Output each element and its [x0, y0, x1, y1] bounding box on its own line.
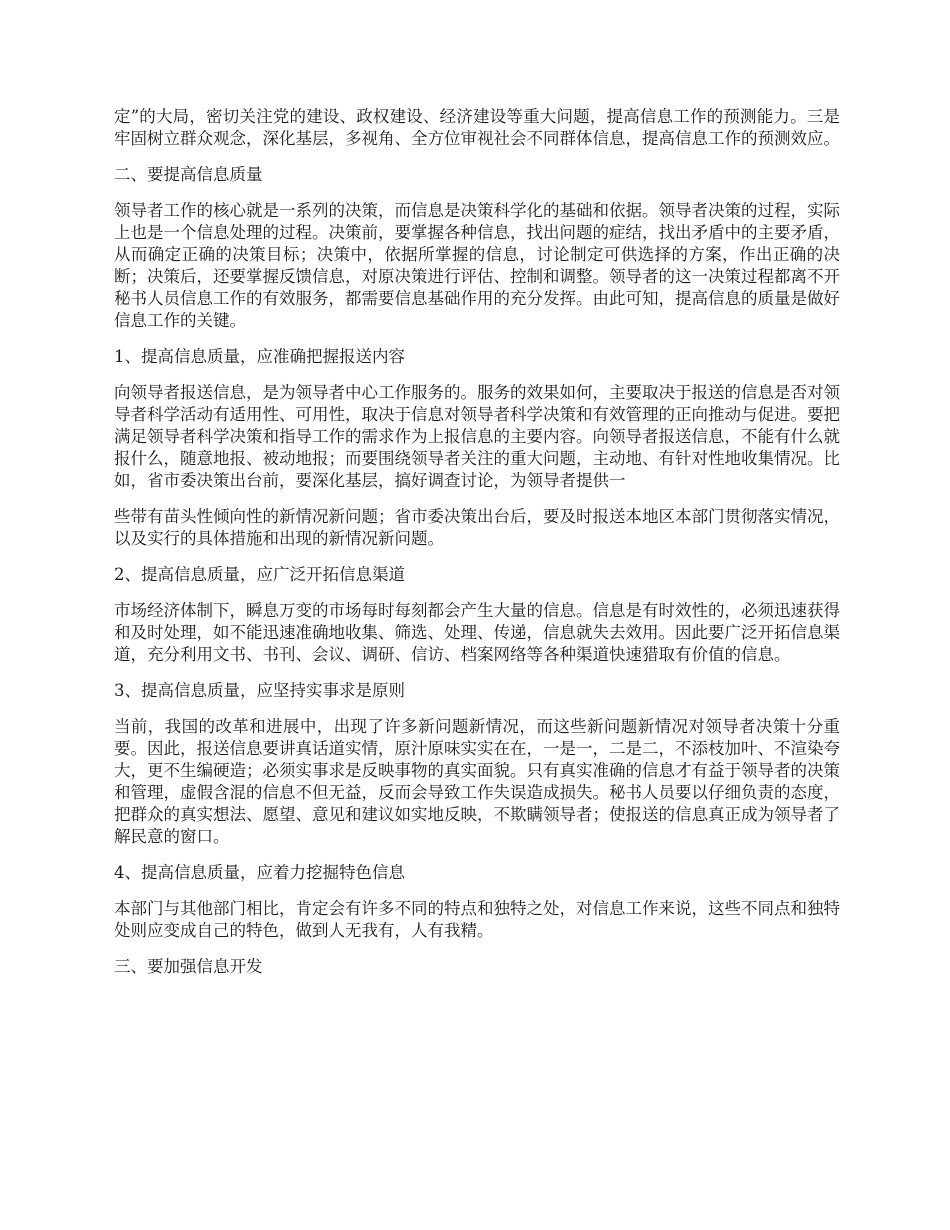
heading-item-1: 1、提高信息质量，应准确把握报送内容 — [114, 347, 405, 366]
heading-section-3: 三、要加强信息开发 — [114, 957, 263, 976]
paragraph-report-continuation: 些带有苗头性倾向性的新情况新问题；省市委决策出台后，要及时报送本地区本部门贯彻落实情况，以及实行的具体措施和出现的新情况新问题。 — [114, 507, 840, 548]
heading-item-4: 4、提高信息质量，应着力挖掘特色信息 — [114, 863, 405, 882]
heading-item-3: 3、提高信息质量，应坚持实事求是原则 — [114, 681, 405, 700]
paragraph-info-channels: 市场经济体制下，瞬息万变的市场每时每刻都会产生大量的信息。信息是有时效性的，必须迅速获得和及时处理，如不能迅速准确地收集、筛选、处理、传递，信息就失去效用。因此要广泛开拓信息渠道，充分利用文书、书刊、会议、调研、信访、档案网络等各种渠道快速猎取有价值的信息。 — [114, 601, 840, 664]
document-page — [114, 106, 840, 992]
paragraph-featured-info: 本部门与其他部门相比，肯定会有许多不同的特点和独特之处，对信息工作来说，这些不同点和独特处则应变成自己的特色，做到人无我有，人有我精。 — [114, 899, 840, 940]
paragraph-prediction-ability: 定”的大局，密切关注党的建设、政权建设、经济建设等重大问题，提高信息工作的预测能力。三是牢固树立群众观念，深化基层，多视角、全方位审视社会不同群体信息，提高信息工作的预测效应。 — [114, 107, 840, 148]
paragraph-decision-core: 领导者工作的核心就是一系列的决策，而信息是决策科学化的基础和依据。领导者决策的过程，实际上也是一个信息处理的过程。决策前，要掌握各种信息，找出问题的症结，找出矛盾中的主要矛盾，从而确定正确的决策目标；决策中，依据所掌握的信息，讨论制定可供选择的方案，作出正确的决断；决策后，还要掌握反馈信息，对原决策进行评估、控制和调整。领导者的这一决策过程都离不开秘书人员信息工作的有效服务，都需要信息基础作用的充分发挥。由此可知，提高信息的质量是做好信息工作的关键。 — [114, 201, 840, 330]
paragraph-report-content: 向领导者报送信息，是为领导者中心工作服务的。服务的效果如何，主要取决于报送的信息是否对领导者科学活动有适用性、可用性，取决于信息对领导者科学决策和有效管理的正向推动与促进。要把满足领导者科学决策和指导工作的需求作为上报信息的主要内容。向领导者报送信息，不能有什么就报什么，随意地报、被动地报；而要围绕领导者关注的重大问题，主动地、有针对性地收集情况。比如，省市委决策出台前，要深化基层，搞好调查讨论，为领导者提供一 — [114, 383, 840, 490]
heading-item-2: 2、提高信息质量，应广泛开拓信息渠道 — [114, 565, 405, 584]
heading-section-2: 二、要提高信息质量 — [114, 165, 263, 184]
paragraph-seek-truth: 当前，我国的改革和进展中，出现了许多新问题新情况，而这些新问题新情况对领导者决策十分重要。因此，报送信息要讲真话道实情，原汁原味实实在在，一是一，二是二，不添枝加叶、不渲染夸大，更不生编硬造；必须实事求是反映事物的真实面貌。只有真实准确的信息才有益于领导者的决策和管理，虚假含混的信息不但无益，反而会导致工作失误造成损失。秘书人员要以仔细负责的态度，把群众的真实想法、愿望、意见和建议如实地反映，不欺瞒领导者；使报送的信息真正成为领导者了解民意的窗口。 — [114, 717, 840, 846]
